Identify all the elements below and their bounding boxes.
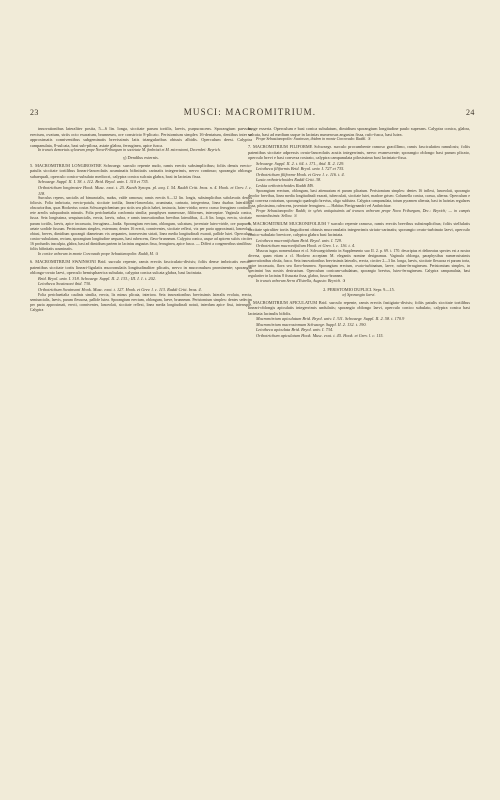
text-paragraph: 5. MACROMITRIUM LONGIROSTRE Schwaegr. surculo repente nudo, ramis erectis subsimplicibus; foliis densis erecto-patulis siccitate tortilibus lineari-lanceolatis acuminatis bifinitatis carinatis integerrimis, nervo continuo; sporangio oblongo subaequali, operculo conico-subulato mediocri, calyptra conica sulcata glabra, basi in lacinias fissa. [30, 162, 252, 179]
text-paragraph: In truncis arborum Serra d'Estrella, Augusto: Beyrich. ♃ [256, 279, 346, 284]
text-paragraph: Leiotheca filiformis Brid. Bryol. univ. I. 727 et 735. [256, 166, 345, 172]
text-paragraph: 2. PERISTOMIO DUPLICI. Sepr. 9—15. [323, 286, 395, 292]
text-paragraph: Surculus repens, uncialis ad bimuncialis, nudus, valde ramosus; ramis erectis 6—12 lin. longis, subsimplicibus subclavatis densis foliosis. Folia imbricata, erecto-patula, siccitate tortilia, lineari-lanceolata, acuminata, carinata, integerrima, linea duabus lateralibus obscurioribus, quas Hookerius costas Schwaegrichenium pro striis seu plicis habet, instructa, luteo-viridia; nervo crasso ferrugineo continuo; rete areolis subquadratis minutis. Folia perichaetialia conformia similia; paraphyses numerosae, filiformes, interceptae. Vaginula conica, fusca. Seta longissima, sesquiuncialis, erecta, laevis, rubra, e ramis innovationibus brevibus lateralibus, 4—6 lin. longa, erecta, siccitate parum tortilis, laevis, apice incrassata, ferruginea—badia. Sporangium erectum, oblongum, sulcatum, juventute luteo-viride, ore purpureo, aetate sordide fuscum. Peristomium simplex, externum; dentes 16 erecti, conniventes, siccitate reflexi, vix per paria approximati, lanceolati, obtusi, breves, dimidium sporangii diametrum vix aequantes, transversim striati, linea media longitudinali exarati, pallide lutei. Operculum conico-subulatum, rectum, sporangium longitudine aequans, basi rubescens, flavo-brunneum. Calyptra conica, usque ad apicem sulcis circiter 16 profundis insculpta, glabra, basi ad dimidium partem in lacinias angustas fissa, ferruginea, apice fusca. — Differt a congeneribus similibus: foliis bifinitatis acuminatis. [30, 196, 252, 252]
text-paragraph: In truncis demortuis sylvarum prope Nova-Friburgum in societate M. fimbriati et M. microstomi, Decembri: Beyrich. [38, 148, 221, 153]
text-paragraph: Macromitrium apiculatum Brid. Bryol. univ. I. 311. Schwaegr. Suppl. II. 2. 58. t. 170.9 [256, 316, 405, 322]
text-paragraph: Lasia orthotrichoides Raddi Critt. 38. [256, 177, 322, 183]
text-paragraph: Leiotheca Swainsoni ibid. 730. [38, 281, 92, 287]
text-paragraph: Muscus iugus nomenclatura et cl. Schwaegrichenio in Supplemento suo II. 2. p. 69. t. 170. descriptus et delineatus species est a nostra diversa, quam etiam a cl. Hookero acceptam M. elegantis nomine designamus. Vaginula oblonga, paraphysibus numerosissimis innovationibus obsita, fusca. Seta innovationibus brevissimis lateralis, erecta, circiter 2—3 lin. longa, laevis, siccitate flexuosa et parum torta, apice incrassata, flava seu flavo-brunnea. Sporangium erectum, ovato-turbinatum, laeve, rufum-ferrugineum. Peristomium simplex, in specimini bus nostris destructum. Operculum conicum-subulatum, sporangio brevius, luteo-ferrugineum. Calyptra campanulata, basi regulariter in lacinias 8 fissurata fissa, glabra, fusco-brunnea. [248, 248, 470, 279]
text-paragraph: 6. MACROMITRIUM SWAINSONI Brid. surculo repente, ramis erectis fasciculato-divisis; foliis dense imbricatis erecto-patentibus siccitate tortis lineari-ligulatis mucronulatis longitudinaliter plicatis, nervo in mucronulum prominente; sporangio oblongo-ovato laevi, operculo hemisphaerica subulato, calyptra conica sulcata glabra, basi laciniata. [30, 259, 252, 276]
page-number-right: 24 [466, 108, 475, 117]
text-paragraph: Sporangium erectum, oblongum, basi attenuatum et parum plicatum. Peristomium simplex: dentes 16 inflexi, lanceolati, sporangio decolor brevibus, linea media longitudinali exarati, tuberculati, siccitate lutei, madore griseo. Columella conica, crassa, alterna. Operculum e basi convexa rostratum, sporangio quadruplo brevius, oligo sublutea. Calyptra campanulata, totum pyramen alterata, basi in lacinias regulares fissa, pilosissima, rufescens, juventute ferruginea. — Habitus Pterigynandri vel Anthrichiae. [248, 188, 470, 208]
text-paragraph: Prope Sebastianopolin: Raddi; in sylvis antiquissimis ad truncos arborum prope Nova Friburgum, Dec.: Beyrich; — in campis montenlissimis: Sellow. ♃ [256, 208, 470, 219]
left-text-column [30, 126, 252, 776]
text-paragraph: Orthotrichum filiforme Hook. et Grev. l. c. 116. t. 4. [256, 171, 345, 177]
text-paragraph: longe exserta. Operculum e basi conica subulatum, dimidium sporangium longitudine paulo superans. Calyptra conica, glabra, sulcata, basi ad medium usque in lacinias numerosas angustas fissa, rufo-fusca, basi lutea. [248, 126, 470, 137]
page-number-left: 23 [30, 108, 39, 117]
text-paragraph: 8. MACROMITRIUM MUCRONIFOLIUM ? surculo repente ramoso, ramis erectis brevibus subsimplicibus; foliis stellulatis siccitate spiraliter tortis linguiformi obtusis mucronulatis integerrimis striato-carinatis; sporangio ovato-turbinato laevi, operculo conico-subulato breviore, calyptra glabra basi laciniata. [248, 221, 470, 238]
text-paragraph: Leiotheca mucronifolium Brid. Bryol. univ. I. 729. [256, 237, 343, 243]
text-paragraph: Orthotrichum apiculatum Hook. Musc. exot. t. 45. Hook. et Grev. l. c. 115. [256, 332, 384, 338]
text-paragraph: Brid. Bryol. univ. I. 318. Schwaegr. Suppl. II. 2. 133.; III. I. 1. t. 202. [38, 275, 156, 281]
text-paragraph: 7. MACROMITRIUM FILIFORME Schwaegr. surculo procumbente ramoso gracillimo, ramis fasciculatim ramulosis; foliis patentibus siccitate adpressis ovato-lanceolatis acutis integerrimis, nervo evanescente; sporangio oblongo basi parum plicato, operculo brevi e basi convexa rostrato, calyptra campanulata pilosissima basi laciniato-fissa. [248, 144, 470, 161]
text-paragraph: Schwaegr. Suppl. II. 2. t. 64. t. 171., ibid. II. 2. 129. [256, 160, 345, 166]
text-paragraph: Macromitrium macrostomum Schwaegr. Suppl. II. 2. 132. t. 190. [256, 321, 367, 327]
text-paragraph: 9. MACROMITRIUM APICULATUM Brid. surculo repente, ramis erectis fastigiato-divisis; foliis patulis siccitate tortilibus lineari-oblongis apiculatis integerrimis undulatis; sporangio oblongo laevi, operculo conico subulato, calyptra conica basi laciniata lacinulis bifidis. [248, 299, 470, 316]
text-paragraph: Orthotrichum Swainsoni Hook. Musc. exot. t. 127. Hook. et Grev. l. c. 113. Raddi Critt. bras. 4. [38, 286, 202, 292]
running-title: MUSCI: MACROMITRIUM. [183, 107, 317, 117]
text-paragraph: Leiotheca apiculata Brid. Bryol. univ. I. 734. [256, 327, 334, 333]
text-paragraph: Leskia orthotrichoides Raddi MS. [256, 183, 315, 189]
text-paragraph: α) Sporangio laevi. [342, 292, 376, 298]
right-text-column [248, 126, 470, 776]
text-paragraph: Folia perichaetialia caulinis similia, erecta, lis minus plicata, interiora. Seta innovationibus brevissimis lateralis evoluta, erecta, semiuncialis, laevis, parum flexuosa, pallide lutea. Sporangium erectum, oblongum, laeve, brunneum. Peristomium simplex: dentes sedecim per paria approximati, erecti, conniventes, lanceolati, siccitate reflexi, linea media longitudinali notati, interdum apice fissi, interrupte. Calyptra [30, 292, 252, 312]
text-paragraph: Schwaegr. Suppl. II. I. 38. t. 112. Brid. Bryol. univ. I. 310 et 735. [38, 179, 149, 185]
text-paragraph: Orthotrichum longirostre Hook. Musc. exot. t. 25. Kunth Synops. pl. aeq. I. 54. Raddi Critt. bras. n. 4. Hook. et Grev. l. c. 118. [38, 185, 252, 196]
text-paragraph: Prope Sebastianopolin: Swainson, ibidem in monte Corcovado: Raddi. ♃ [256, 137, 371, 142]
text-paragraph: γ) Dendilus externis. [123, 155, 159, 161]
text-paragraph: innovationibus lateraliter posita, 5—6 lin. longa, siccitate parum tortilis, laevis, purpurascens. Sporangium parvum, erectum, ovatum, striis octo exaratum, brunneum, ore constricto 8-plicato. Peristomium simplex 16-dentatum, dentibus inter se approximatis conniventibus subgeminatis brevissimis latis triangularibus obtusis albidis. Operculum deest. Calyptra campanulata, 8-sulcata, basi sub-pilosa, astate glabra, ferruginea, apice fusca. [30, 126, 252, 148]
text-paragraph: Orthotrichum mucronifolium Hook. et Grev. l. c. 116. t. 4. [256, 243, 356, 249]
text-paragraph: In cortice arborum in monte Corcovado prope Sebastianopolin: Raddi, M. ♃ [38, 252, 159, 257]
